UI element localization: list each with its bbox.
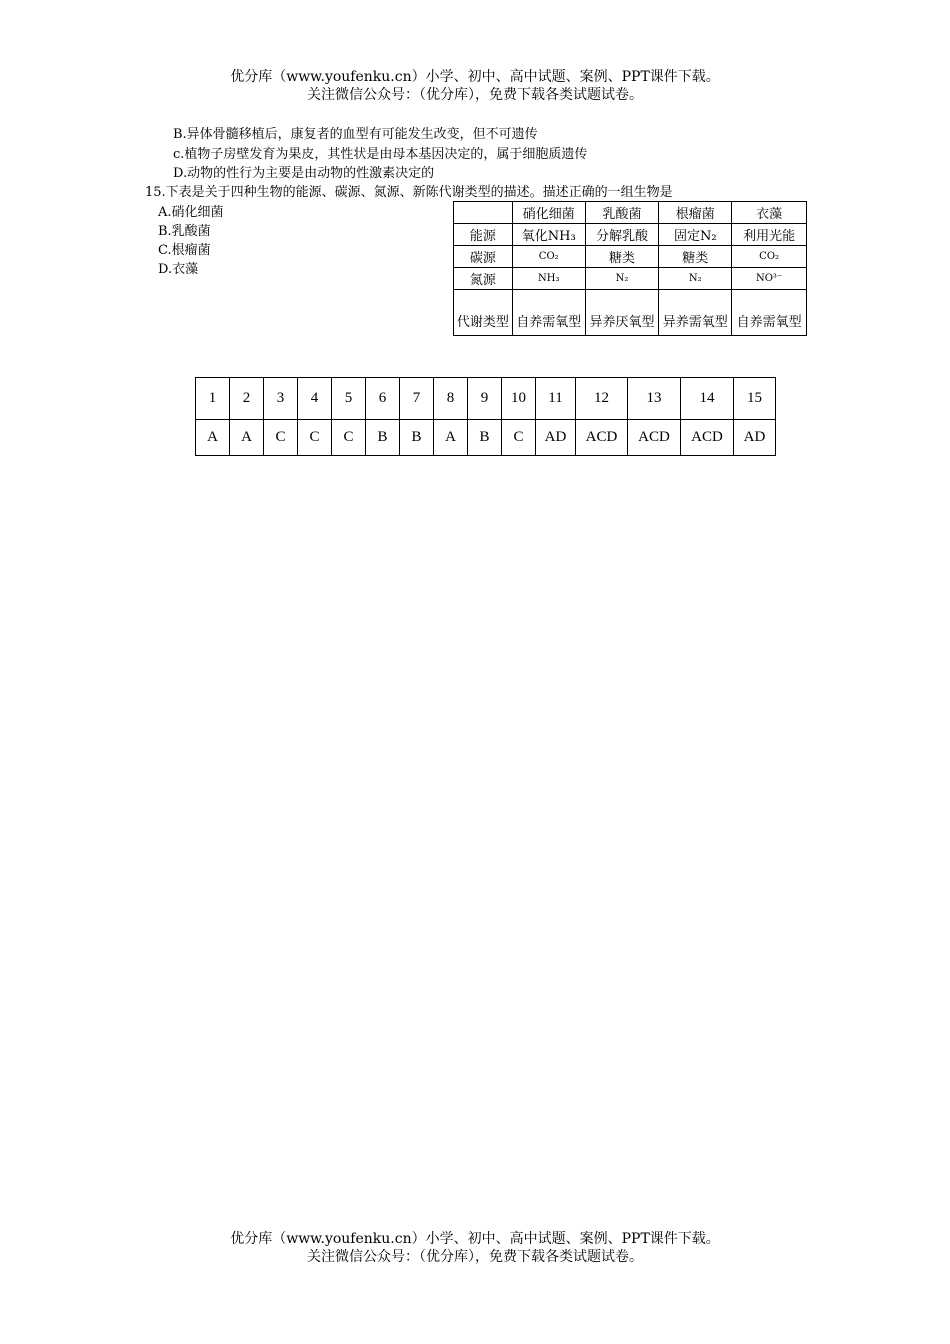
table-cell: 氮源 [454, 268, 513, 290]
table-cell: CO₂ [732, 246, 807, 268]
answer-cell: B [366, 420, 400, 456]
table-cell: 碳源 [454, 246, 513, 268]
question-number: 3 [264, 378, 298, 420]
table-header-cell: 硝化细菌 [512, 202, 585, 224]
table-row [454, 268, 807, 290]
q15-option-d: D.衣藻 [158, 262, 199, 277]
question-number: 15 [734, 378, 776, 420]
question-number: 2 [230, 378, 264, 420]
table-cell: N₂ [585, 268, 659, 290]
table-header-row [454, 202, 807, 224]
table-cell: 分解乳酸 [585, 224, 659, 246]
table-cell: N₂ [659, 268, 732, 290]
question-number: 14 [681, 378, 734, 420]
answer-cell: C [298, 420, 332, 456]
table-cell: 糖类 [659, 246, 732, 268]
answer-cell: C [502, 420, 536, 456]
answer-cell: AD [734, 420, 776, 456]
question-number: 7 [400, 378, 434, 420]
q15-option-c: C.根瘤菌 [158, 243, 211, 258]
header-line-1: 优分库（www.youfenku.cn）小学、初中、高中试题、案例、PPT课件下载。 [230, 69, 720, 85]
table-row [454, 246, 807, 268]
answer-cell: B [400, 420, 434, 456]
option-b-prev: B.异体骨髓移植后，康复者的血型有可能发生改变，但不可遗传 [173, 127, 538, 142]
table-cell: 异养厌氧型 [585, 290, 659, 336]
organism-table [453, 201, 807, 336]
table-cell: 代谢类型 [454, 290, 513, 336]
footer-line-1: 优分库（www.youfenku.cn）小学、初中、高中试题、案例、PPT课件下载。 [230, 1231, 720, 1247]
q15-option-a: A.硝化细菌 [158, 205, 224, 220]
page-footer [0, 1230, 950, 1266]
table-cell: NH₃ [512, 268, 585, 290]
table-cell: 异养需氧型 [659, 290, 732, 336]
question-number: 9 [468, 378, 502, 420]
table-header-cell [454, 202, 513, 224]
answer-cell: AD [536, 420, 576, 456]
answer-table [195, 377, 776, 456]
q15-option-b: B.乳酸菌 [158, 224, 211, 239]
answer-cell: A [196, 420, 230, 456]
answer-number-row [196, 378, 776, 420]
table-cell: 自养需氧型 [512, 290, 585, 336]
question-number: 1 [196, 378, 230, 420]
question-15-stem: 15.下表是关于四种生物的能源、碳源、氮源、新陈代谢类型的描述。描述正确的一组生物是 [145, 185, 673, 200]
answer-row [196, 420, 776, 456]
table-header-cell: 根瘤菌 [659, 202, 732, 224]
answer-cell: C [264, 420, 298, 456]
question-number: 6 [366, 378, 400, 420]
answer-cell: A [230, 420, 264, 456]
answer-cell: C [332, 420, 366, 456]
option-d-prev: D.动物的性行为主要是由动物的性激素决定的 [173, 166, 435, 181]
question-number: 12 [576, 378, 628, 420]
answer-cell: ACD [681, 420, 734, 456]
table-header-cell: 衣藻 [732, 202, 807, 224]
question-number: 11 [536, 378, 576, 420]
page-header [0, 68, 950, 104]
question-number: 8 [434, 378, 468, 420]
table-cell: 固定N₂ [659, 224, 732, 246]
question-number: 10 [502, 378, 536, 420]
table-row [454, 224, 807, 246]
table-header-cell: 乳酸菌 [585, 202, 659, 224]
table-cell: 糖类 [585, 246, 659, 268]
table-cell: 氧化NH₃ [512, 224, 585, 246]
question-number: 4 [298, 378, 332, 420]
header-line-2: 关注微信公众号：（优分库），免费下载各类试题试卷。 [307, 87, 643, 103]
footer-line-2: 关注微信公众号：（优分库），免费下载各类试题试卷。 [307, 1249, 643, 1265]
table-row [454, 290, 807, 336]
table-cell: 自养需氧型 [732, 290, 807, 336]
question-number: 5 [332, 378, 366, 420]
answer-cell: A [434, 420, 468, 456]
answer-cell: ACD [576, 420, 628, 456]
question-number: 13 [628, 378, 681, 420]
option-c-prev: c.植物子房壁发育为果皮，其性状是由母本基因决定的，属于细胞质遗传 [173, 147, 588, 162]
answer-cell: B [468, 420, 502, 456]
table-cell: 能源 [454, 224, 513, 246]
table-cell: 利用光能 [732, 224, 807, 246]
table-cell: CO₂ [512, 246, 585, 268]
answer-cell: ACD [628, 420, 681, 456]
table-cell: NO³⁻ [732, 268, 807, 290]
